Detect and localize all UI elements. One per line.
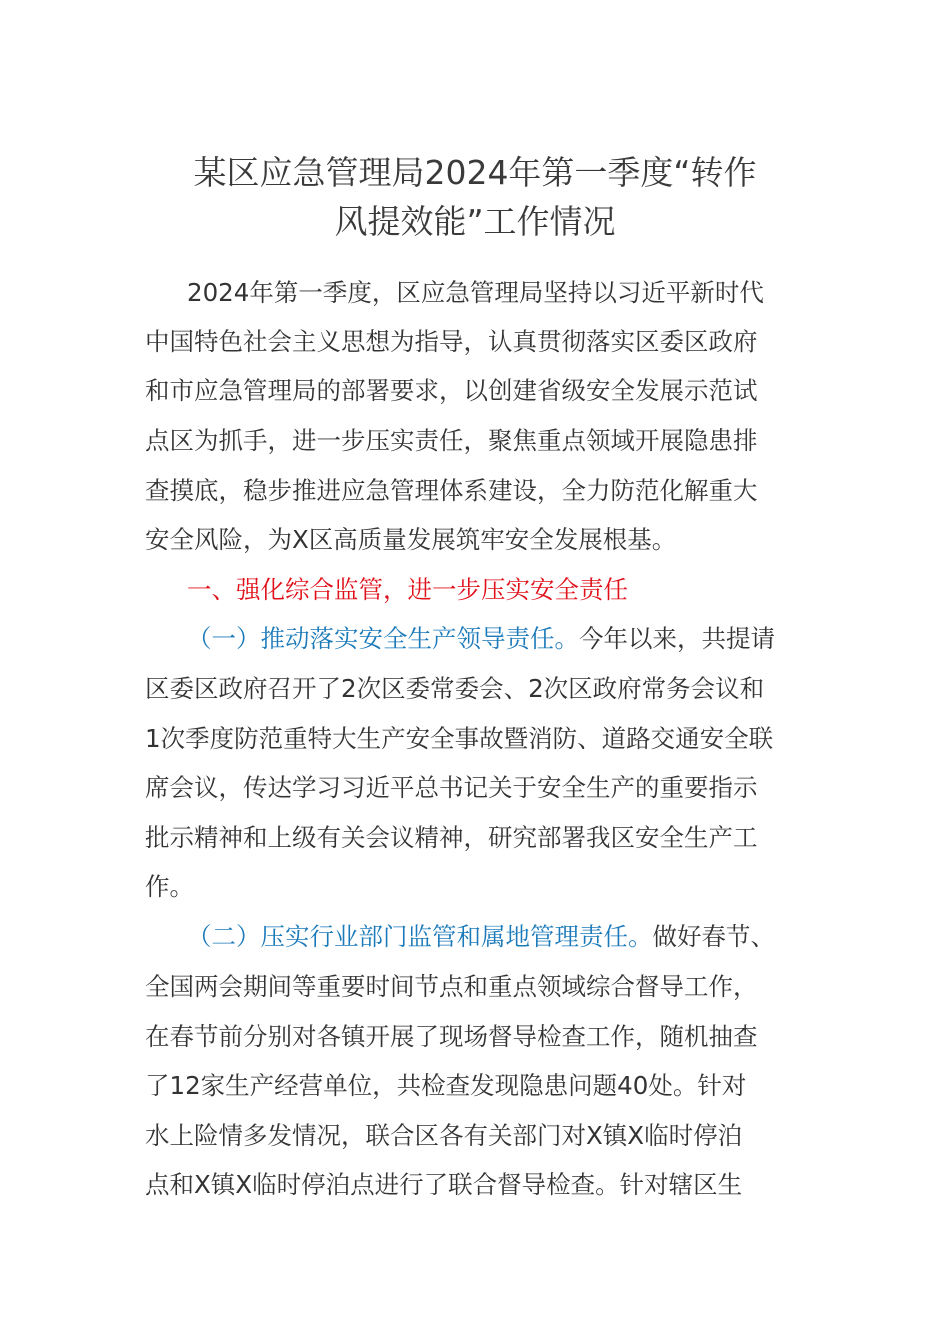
item2-paragraph-line: 点和X镇X临时停泊点进行了联合督导检查。针对辖区生: [145, 1170, 743, 1199]
intro-paragraph-line: 点区为抓手，进一步压实责任，聚焦重点领域开展隐患排: [145, 426, 758, 455]
intro-paragraph-line: 2024年第一季度，区应急管理局坚持以习近平新时代: [187, 278, 764, 307]
item2-paragraph-line: 水上险情多发情况，联合区各有关部门对X镇X临时停泊: [145, 1121, 743, 1150]
item2-subheading: （二）压实行业部门监管和属地管理责任。: [187, 922, 653, 951]
item1-paragraph-line: 席会议，传达学习习近平总书记关于安全生产的重要指示: [145, 773, 758, 802]
item1-paragraph-line: 作。: [145, 872, 194, 901]
item1-paragraph-line: 批示精神和上级有关会议精神，研究部署我区安全生产工: [145, 823, 758, 852]
item2-first-line: [187, 920, 775, 954]
item2-paragraph-line: 了12家生产经营单位，共检查发现隐患问题40处。针对: [145, 1071, 747, 1100]
intro-paragraph-line: 和市应急管理局的部署要求，以创建省级安全发展示范试: [145, 376, 758, 405]
document-title-line-1: 某区应急管理局2024年第一季度“转作: [193, 153, 757, 192]
item1-subheading: （一）推动落实安全生产领导责任。: [187, 624, 579, 653]
intro-paragraph-line: 查摸底，稳步推进应急管理体系建设，全力防范化解重大: [145, 476, 758, 505]
item2-first-line-text: 做好春节、: [652, 922, 775, 951]
item1-first-line-text: 今年以来，共提请: [579, 624, 775, 653]
item2-paragraph-line: 全国两会期间等重要时间节点和重点领域综合督导工作，: [145, 972, 758, 1001]
intro-paragraph-line: 安全风险，为X区高质量发展筑牢安全发展根基。: [145, 525, 677, 554]
item1-paragraph-line: 区委区政府召开了2次区委常委会、2次区政府常务会议和: [145, 674, 765, 703]
document-title-line-2: 风提效能”工作情况: [334, 202, 616, 241]
item2-paragraph-line: 在春节前分别对各镇开展了现场督导检查工作，随机抽查: [145, 1022, 758, 1051]
item1-paragraph-line: 1次季度防范重特大生产安全事故暨消防、道路交通安全联: [145, 724, 774, 753]
item1-first-line: [187, 622, 775, 656]
intro-paragraph-line: 中国特色社会主义思想为指导，认真贯彻落实区委区政府: [145, 327, 758, 356]
section-heading-1: 一、强化综合监管，进一步压实安全责任: [187, 575, 628, 604]
